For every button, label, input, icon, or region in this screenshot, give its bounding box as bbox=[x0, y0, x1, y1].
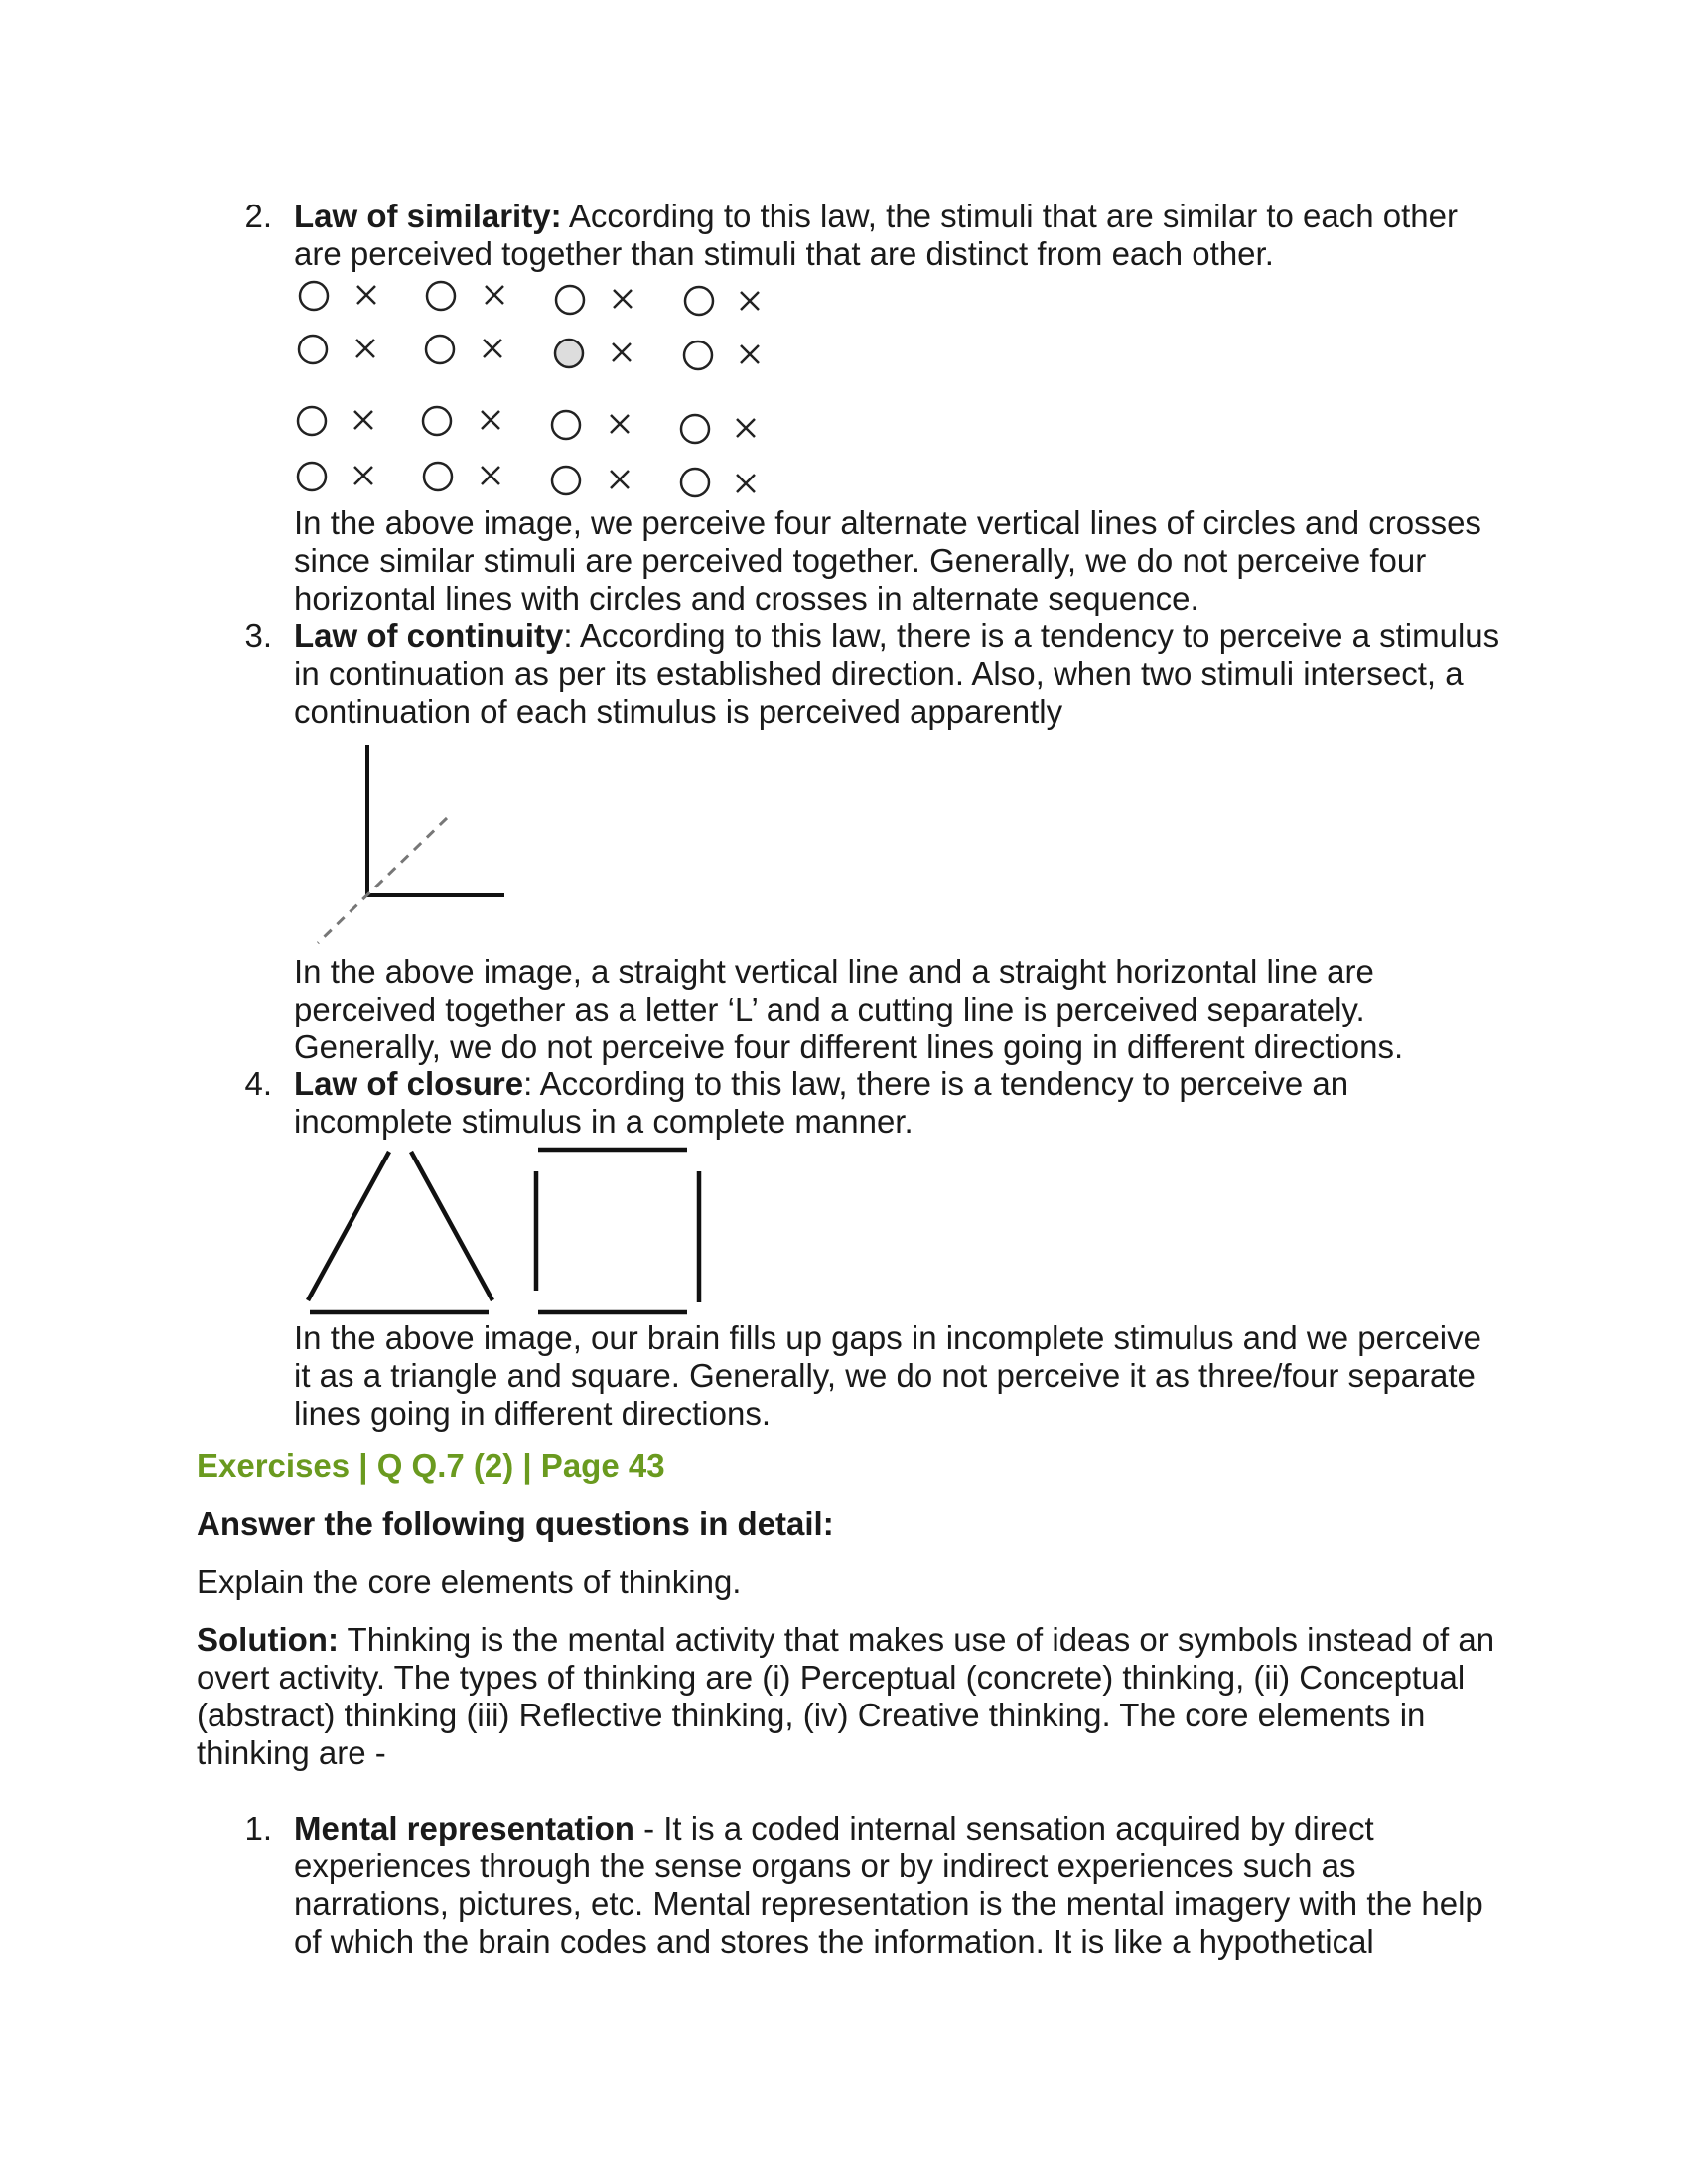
exercise-instruction: Answer the following questions in detail: bbox=[197, 1505, 834, 1542]
law-description: : According to this law, there is a tendency to perceive an incomplete stimulus in a complete manner. bbox=[294, 1065, 1349, 1140]
law-of-continuity-text bbox=[294, 617, 1505, 731]
solution-label: Solution: bbox=[197, 1621, 339, 1658]
exercise-heading: Exercises | Q Q.7 (2) | Page 43 bbox=[197, 1447, 665, 1484]
law-of-closure-text bbox=[294, 1065, 1505, 1141]
closure-explanation: In the above image, our brain fills up gaps in incomplete stimulus and we perceive it as a triangle and square. Generally, we do not perceive it as three/four separate lines going in different directions. bbox=[294, 1319, 1481, 1432]
list-number: 2. bbox=[244, 198, 272, 234]
similarity-explanation: In the above image, we perceive four alternate vertical lines of circles and crosses since similar stimuli are perceived together. Generally, we do not perceive four horizontal lines with circles and crosses in alternate sequence. bbox=[294, 504, 1481, 616]
law-title: Law of closure bbox=[294, 1065, 524, 1102]
law-title: Law of continuity bbox=[294, 617, 564, 654]
element-description: - It is a coded internal sensation acquired by direct experiences through the sense organs or by indirect experiences such as narrations, pictures, etc. Mental representation is the mental imagery with the help of which the brain codes and stores the information. It is like a hypothetical bbox=[294, 1810, 1483, 1960]
continuity-explanation: In the above image, a straight vertical line and a straight horizontal line are perceived together as a letter ‘L’ and a cutting line is perceived separately. Generally, we do not perceive four different lines going in different directions. bbox=[294, 953, 1404, 1065]
solution-paragraph bbox=[197, 1621, 1507, 1772]
law-description: : According to this law, there is a tendency to perceive a stimulus in continuation as per its established direction. Also, when two stimuli intersect, a continuation of each stimulus is perceived apparently bbox=[294, 617, 1500, 730]
continuity-figure bbox=[298, 735, 526, 953]
solution-text: Thinking is the mental activity that makes use of ideas or symbols instead of an overt activity. The types of thinking are (i) Perceptual (concrete) thinking, (ii) Conceptual (abstract) thinking (iii) Reflective thinking, (iv) Creative thinking. The core elements in thinking are - bbox=[197, 1621, 1495, 1771]
list-number: 4. bbox=[244, 1065, 272, 1102]
law-description: According to this law, the stimuli that are similar to each other are perceived together than stimuli that are distinct from each other. bbox=[294, 198, 1458, 272]
exercise-question: Explain the core elements of thinking. bbox=[197, 1564, 742, 1600]
element-title: Mental representation bbox=[294, 1810, 634, 1846]
mental-representation-text bbox=[294, 1810, 1505, 1961]
list-number: 1. bbox=[244, 1810, 272, 1846]
similarity-figure bbox=[288, 270, 784, 508]
closure-figure bbox=[298, 1142, 715, 1320]
list-number: 3. bbox=[244, 617, 272, 654]
law-of-similarity-text bbox=[294, 198, 1505, 273]
law-title: Law of similarity: bbox=[294, 198, 562, 234]
